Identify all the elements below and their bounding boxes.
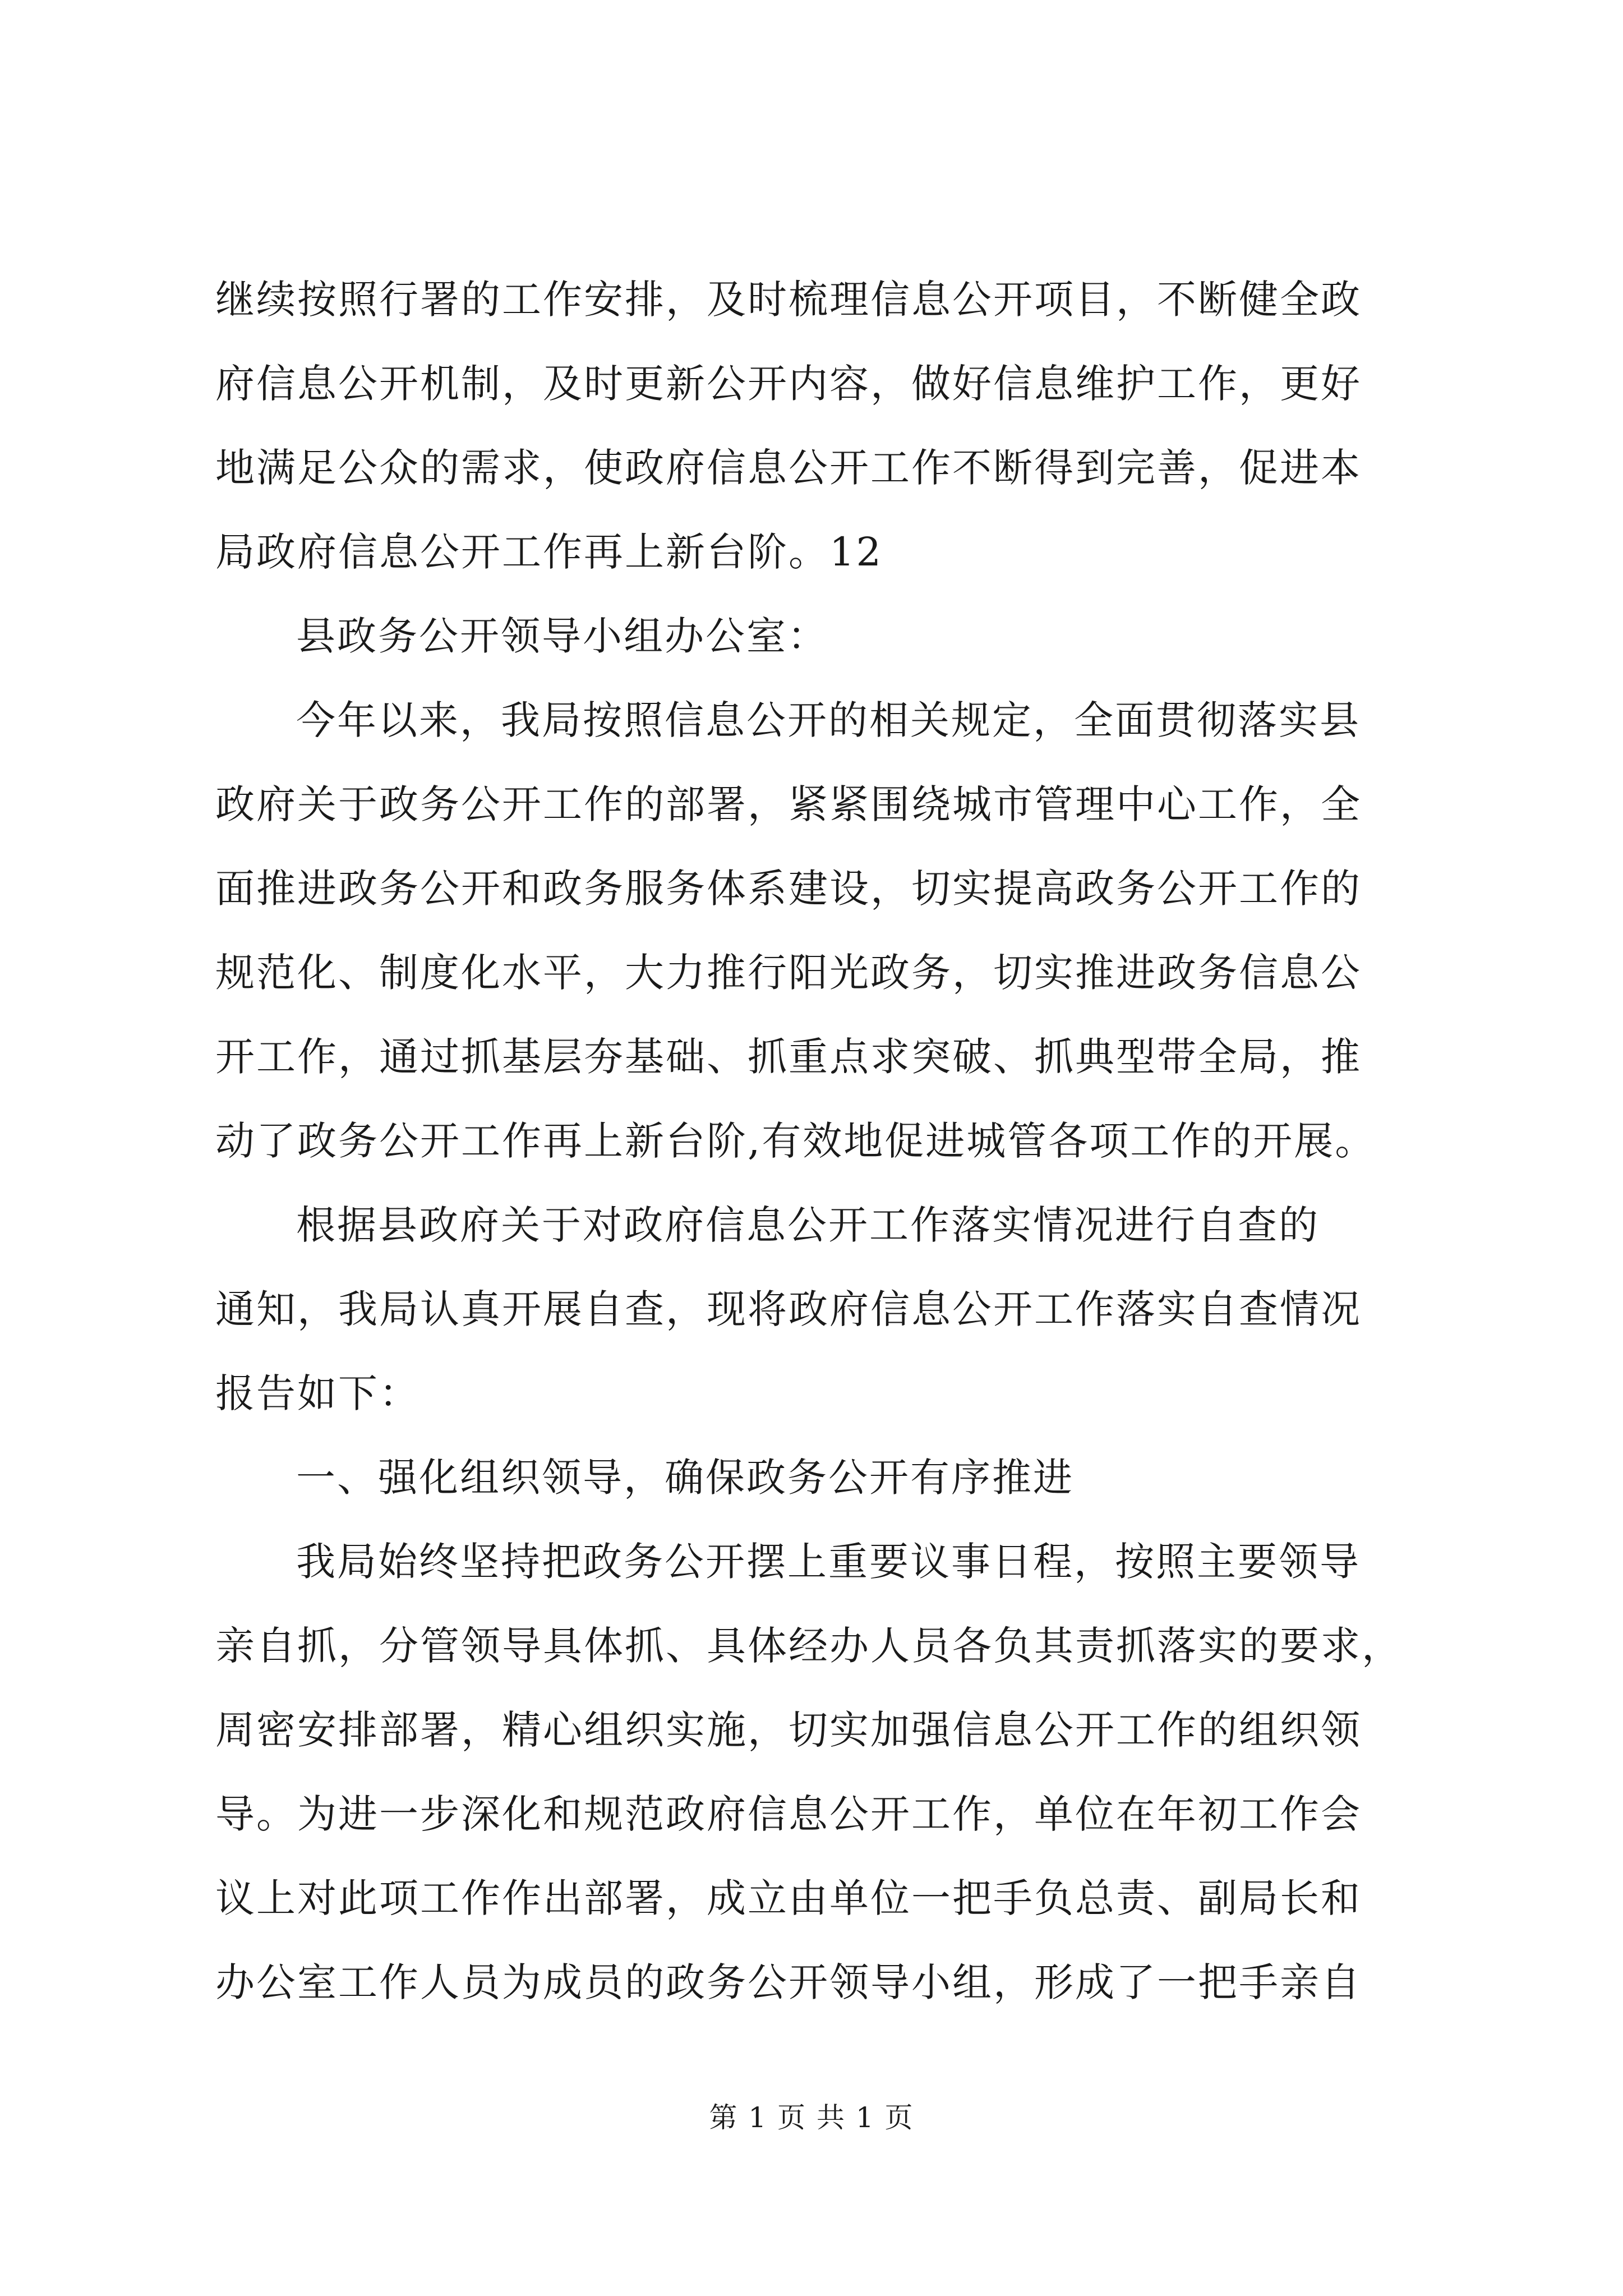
paragraph-line: 规范化、制度化水平，大力推行阳光政务，切实推进政务信息公: [215, 950, 1362, 996]
paragraph-line: 亲自抓，分管领导具体抓、具体经办人员各负其责抓落实的要求，: [215, 1623, 1403, 1669]
salutation-line: 县政务公开领导小组办公室：: [296, 613, 828, 659]
paragraph-line: 开工作，通过抓基层夯基础、抓重点求突破、抓典型带全局，推: [215, 1034, 1362, 1080]
paragraph-line: 我局始终坚持把政务公开摆上重要议事日程，按照主要领导: [296, 1539, 1361, 1585]
paragraph-line: 地满足公众的需求，使政府信息公开工作不断得到完善，促进本: [215, 445, 1362, 491]
paragraph-line: 府信息公开机制，及时更新公开内容，做好信息维护工作，更好: [215, 361, 1362, 407]
paragraph-line: 周密安排部署，精心组织实施，切实加强信息公开工作的组织领: [215, 1707, 1362, 1753]
paragraph-line: 面推进政务公开和政务服务体系建设，切实提高政务公开工作的: [215, 866, 1362, 912]
paragraph-line: 导。为进一步深化和规范政府信息公开工作，单位在年初工作会: [215, 1791, 1362, 1837]
paragraph-line: 今年以来，我局按照信息公开的相关规定，全面贯彻落实县: [296, 697, 1361, 743]
paragraph-line: 报告如下：: [215, 1370, 420, 1416]
paragraph-line: 议上对此项工作作出部署，成立由单位一把手负总责、副局长和: [215, 1875, 1362, 1921]
paragraph-line: 办公室工作人员为成员的政务公开领导小组，形成了一把手亲自: [215, 1959, 1362, 2005]
paragraph-line: 动了政务公开工作再上新台阶,有效地促进城管各项工作的开展。: [215, 1118, 1376, 1164]
page-footer: 第 1 页 共 1 页: [709, 2101, 914, 2134]
paragraph-line: 政府关于政务公开工作的部署，紧紧围绕城市管理中心工作，全: [215, 781, 1362, 827]
paragraph-line: 根据县政府关于对政府信息公开工作落实情况进行自查的: [296, 1202, 1320, 1248]
section-heading: 一、强化组织领导，确保政务公开有序推进: [296, 1455, 1074, 1501]
paragraph-line: 继续按照行署的工作安排，及时梳理信息公开项目，不断健全政: [215, 277, 1362, 323]
paragraph-line: 通知，我局认真开展自查，现将政府信息公开工作落实自查情况: [215, 1286, 1362, 1332]
paragraph-line: 局政府信息公开工作再上新台阶。12: [215, 529, 883, 575]
